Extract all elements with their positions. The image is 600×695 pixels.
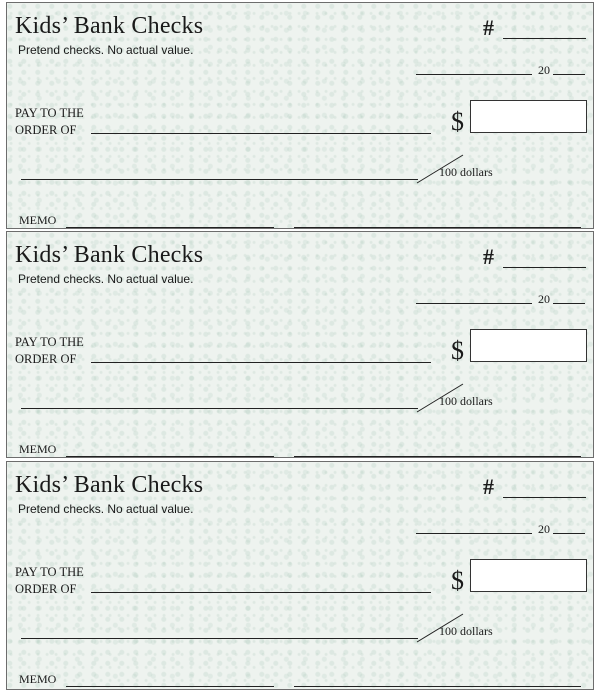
date-field[interactable] <box>416 303 532 304</box>
pay-to-label-line1: PAY TO THE <box>15 565 84 579</box>
amount-box[interactable] <box>470 559 587 592</box>
amount-box[interactable] <box>470 329 587 362</box>
date-year-field[interactable] <box>553 533 585 534</box>
memo-field[interactable] <box>66 456 274 457</box>
check-number-field[interactable] <box>503 38 586 39</box>
memo-label: MEMO <box>19 213 57 227</box>
check-number-field[interactable] <box>503 497 586 498</box>
date-year-field[interactable] <box>553 74 585 75</box>
check-2 <box>6 231 594 458</box>
dollar-sign: $ <box>451 107 464 136</box>
check-title: Kids’ Bank Checks <box>15 472 204 498</box>
dollar-sign: $ <box>451 566 464 595</box>
check-number-sign: # <box>483 474 494 499</box>
payee-field[interactable] <box>91 133 431 134</box>
pay-to-label <box>15 105 84 139</box>
check-subtitle: Pretend checks. No actual value. <box>18 502 194 516</box>
date-year-field[interactable] <box>553 303 585 304</box>
memo-label: MEMO <box>19 442 57 456</box>
amount-box[interactable] <box>470 100 587 133</box>
pay-to-label <box>15 334 84 368</box>
memo-field[interactable] <box>66 227 274 228</box>
fraction-label: 100 dollars <box>439 394 493 408</box>
memo-label: MEMO <box>19 672 57 686</box>
check-1 <box>6 2 594 229</box>
payee-field[interactable] <box>91 592 431 593</box>
check-title: Kids’ Bank Checks <box>15 13 204 39</box>
check-title: Kids’ Bank Checks <box>15 242 204 268</box>
amount-words-field[interactable] <box>21 179 418 180</box>
dollar-sign: $ <box>451 336 464 365</box>
pay-to-label-line1: PAY TO THE <box>15 106 84 120</box>
date-year-prefix: 20 <box>538 63 550 77</box>
pay-to-label-line2: ORDER OF <box>15 123 77 137</box>
payee-field[interactable] <box>91 362 431 363</box>
amount-words-field[interactable] <box>21 408 418 409</box>
memo-field[interactable] <box>66 686 274 687</box>
pay-to-label-line1: PAY TO THE <box>15 335 84 349</box>
check-3 <box>6 461 594 690</box>
pay-to-label-line2: ORDER OF <box>15 582 77 596</box>
pay-to-label-line2: ORDER OF <box>15 352 77 366</box>
check-subtitle: Pretend checks. No actual value. <box>18 43 194 57</box>
fraction-label: 100 dollars <box>439 624 493 638</box>
check-subtitle: Pretend checks. No actual value. <box>18 272 194 286</box>
date-field[interactable] <box>416 533 532 534</box>
date-year-prefix: 20 <box>538 522 550 536</box>
pay-to-label <box>15 564 84 598</box>
signature-field[interactable] <box>294 227 581 228</box>
check-number-sign: # <box>483 15 494 40</box>
date-field[interactable] <box>416 74 532 75</box>
amount-words-field[interactable] <box>21 638 418 639</box>
check-number-field[interactable] <box>503 267 586 268</box>
fraction-label: 100 dollars <box>439 165 493 179</box>
date-year-prefix: 20 <box>538 292 550 306</box>
signature-field[interactable] <box>294 686 581 687</box>
signature-field[interactable] <box>294 456 581 457</box>
check-number-sign: # <box>483 244 494 269</box>
